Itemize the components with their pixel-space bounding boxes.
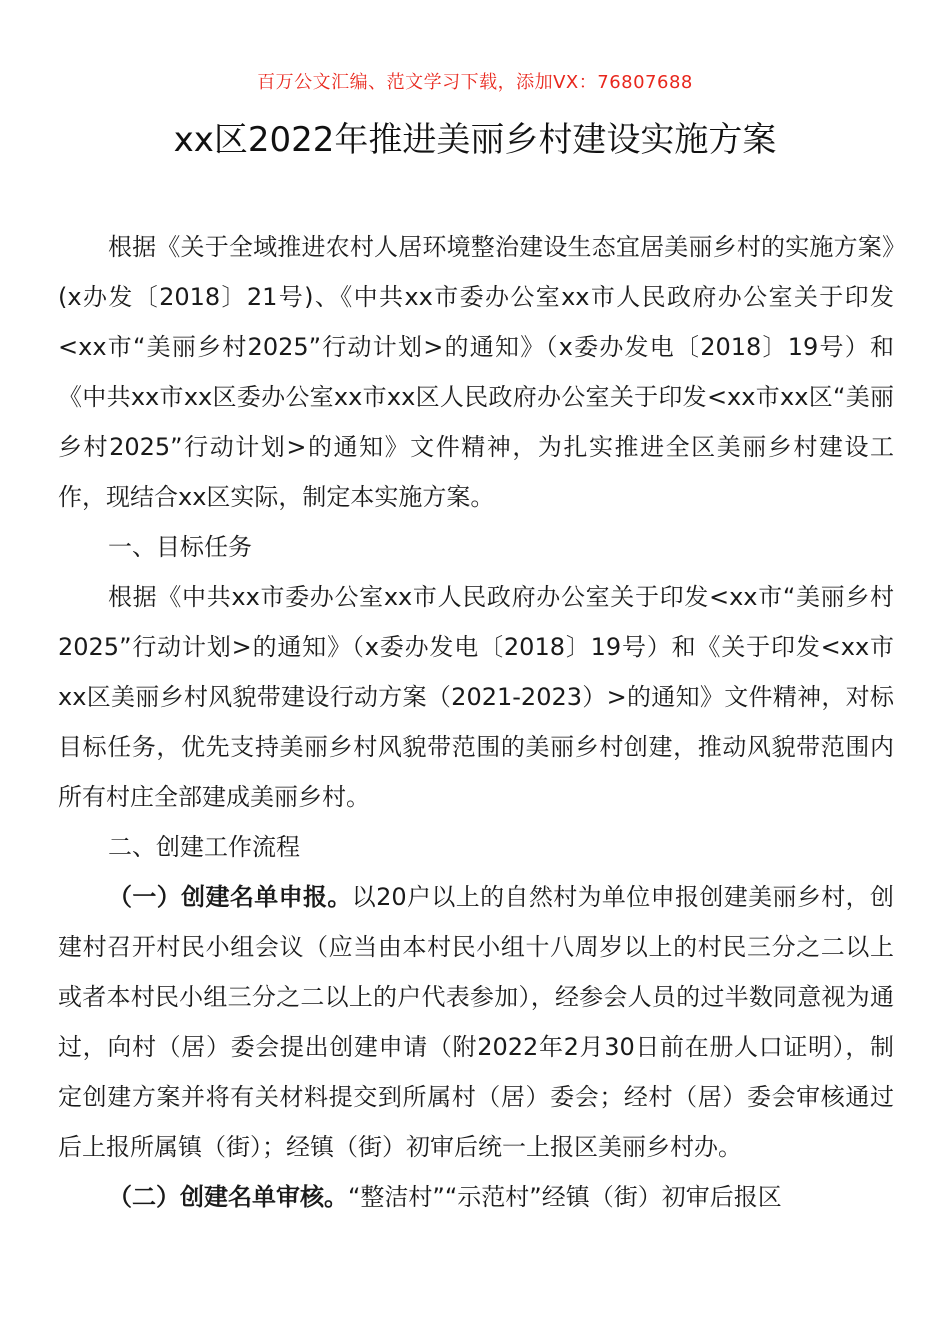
section-body-goals: 根据《中共xx市委办公室xx市人民政府办公室关于印发<xx市“美丽乡村2025”行动计划>的通知》（x委办发电〔2018〕19号）和《关于印发<xx市xx区美丽乡村风貌带建设行动方案（2021-2023）>的通知》文件精神，对标目标任务，优先支持美丽乡村风貌带范围的美丽乡村创建，推动风貌带范围内所有村庄全部建成美丽乡村。 [58,583,894,811]
section-heading-goals: 一、目标任务 [108,533,252,561]
process-item-1 [58,872,894,1172]
process-item-2-body: “整洁村”“示范村”经镇（街）初审后报区 [348,1183,782,1211]
process-item-2-heading: （二）创建名单审核。 [108,1183,348,1211]
intro-paragraph: 根据《关于全域推进农村人居环境整治建设生态宜居美丽乡村的实施方案》(x办发〔2018〕21号)、《中共xx市委办公室xx市人民政府办公室关于印发<xx市“美丽乡村2025”行动计划>的通知》（x委办发电〔2018〕19号）和《中共xx市xx区委办公室xx市xx区人民政府办公室关于印发<xx市xx区“美丽乡村2025”行动计划>的通知》文件精神，为扎实推进全区美丽乡村建设工作，现结合xx区实际，制定本实施方案。 [58,233,894,511]
process-item-1-heading: （一）创建名单申报。 [108,883,352,911]
header-watermark-note: 百万公文汇编、范文学习下载，添加VX：76807688 [257,72,693,93]
document-title: xx区2022年推进美丽乡村建设实施方案 [173,120,777,160]
section-heading-process: 二、创建工作流程 [108,833,300,861]
process-item-1-body: 以20户以上的自然村为单位申报创建美丽乡村，创建村召开村民小组会议（应当由本村民小组十八周岁以上的村民三分之二以上或者本村民小组三分之二以上的户代表参加），经参会人员的过半数同意视为通过，向村（居）委会提出创建申请（附2022年2月30日前在册人口证明），制定创建方案并将有关材料提交到所属村（居）委会；经村（居）委会审核通过后上报所属镇（街）；经镇（街）初审后统一上报区美丽乡村办。 [58,883,894,1161]
document-body [58,222,894,1222]
process-item-2 [58,1172,894,1222]
